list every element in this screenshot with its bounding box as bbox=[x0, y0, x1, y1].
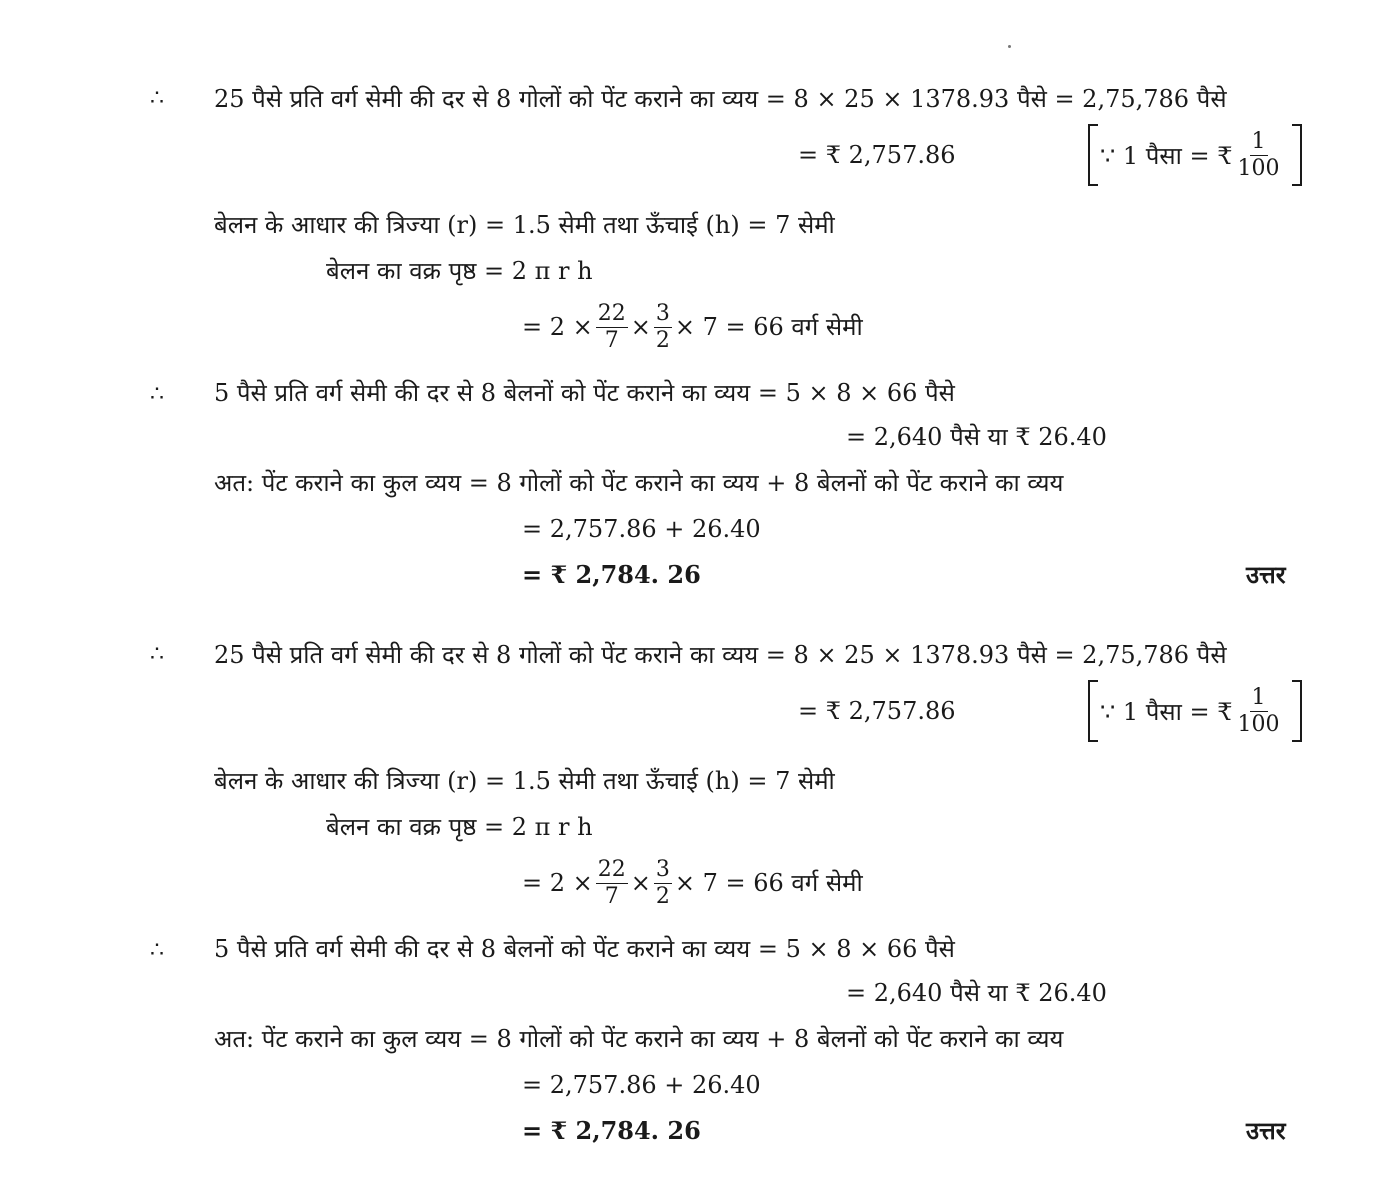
fraction-denominator: 2 bbox=[655, 327, 670, 353]
cylinder-cost-result: = 2,640 पैसे या ₹ 26.40 bbox=[846, 979, 1107, 1007]
fraction-numerator: 22 bbox=[597, 856, 626, 882]
conversion-fraction bbox=[1236, 129, 1282, 182]
curved-surface-formula: बेलन का वक्र पृष्ठ = 2 π r h bbox=[326, 257, 593, 285]
cylinder-dimensions: बेलन के आधार की त्रिज्या (r) = 1.5 सेमी तथा ऊँचाई (h) = 7 सेमी bbox=[214, 211, 835, 239]
fraction-numerator: 22 bbox=[597, 300, 626, 326]
solution-block-1 bbox=[0, 0, 1389, 589]
calc-suffix: × 7 = 66 वर्ग सेमी bbox=[674, 869, 863, 897]
cylinder-cost-line: 5 पैसे प्रति वर्ग सेमी की दर से 8 बेलनों को पेंट कराने का व्यय = 5 × 8 × 66 पैसे bbox=[214, 379, 955, 407]
curved-surface-calculation bbox=[522, 298, 863, 356]
times-sign: × bbox=[630, 869, 651, 897]
scan-speck bbox=[1008, 45, 1011, 48]
conversion-fraction bbox=[1236, 685, 1282, 738]
calc-prefix: = 2 × bbox=[522, 869, 593, 897]
conversion-note-bracket bbox=[1088, 680, 1302, 742]
answer-label: उत्तर bbox=[1246, 1116, 1286, 1145]
fraction-denominator: 7 bbox=[604, 327, 619, 353]
sphere-cost-line: 25 पैसे प्रति वर्ग सेमी की दर से 8 गोलों को पेंट कराने का व्यय = 8 × 25 × 1378.93 पैसे = 2,75,786 पैसे bbox=[214, 641, 1227, 669]
conversion-note bbox=[1100, 124, 1285, 186]
calc-prefix: = 2 × bbox=[522, 313, 593, 341]
fraction-22-7 bbox=[596, 857, 628, 910]
therefore-symbol: ∴ bbox=[150, 382, 164, 407]
fraction-3-2 bbox=[654, 857, 672, 910]
fraction-numerator: 1 bbox=[1251, 128, 1266, 154]
total-cost-line: अत: पेंट कराने का कुल व्यय = 8 गोलों को पेंट कराने का व्यय + 8 बेलनों को पेंट कराने का व्यय bbox=[214, 1025, 1064, 1053]
cylinder-cost-result: = 2,640 पैसे या ₹ 26.40 bbox=[846, 423, 1107, 451]
fraction-22-7 bbox=[596, 301, 628, 354]
solution-block-2 bbox=[0, 556, 1389, 1145]
therefore-symbol: ∴ bbox=[150, 642, 164, 667]
cylinder-cost-line: 5 पैसे प्रति वर्ग सेमी की दर से 8 बेलनों को पेंट कराने का व्यय = 5 × 8 × 66 पैसे bbox=[214, 935, 955, 963]
fraction-denominator: 7 bbox=[604, 883, 619, 909]
therefore-symbol: ∴ bbox=[150, 86, 164, 111]
sphere-cost-line: 25 पैसे प्रति वर्ग सेमी की दर से 8 गोलों को पेंट कराने का व्यय = 8 × 25 × 1378.93 पैसे = 2,75,786 पैसे bbox=[214, 85, 1227, 113]
fraction-denominator: 2 bbox=[655, 883, 670, 909]
fraction-numerator: 1 bbox=[1251, 684, 1266, 710]
conversion-note-text: ∵ 1 पैसा = ₹ bbox=[1100, 697, 1233, 726]
total-cost-result: = ₹ 2,784. 26 bbox=[522, 1116, 701, 1145]
sphere-cost-rupees: = ₹ 2,757.86 bbox=[798, 141, 956, 169]
fraction-3-2 bbox=[654, 301, 672, 354]
conversion-note bbox=[1100, 680, 1285, 742]
fraction-denominator: 100 bbox=[1237, 155, 1280, 181]
sphere-cost-rupees: = ₹ 2,757.86 bbox=[798, 697, 956, 725]
total-cost-sum: = 2,757.86 + 26.40 bbox=[522, 515, 761, 543]
fraction-numerator: 3 bbox=[655, 856, 670, 882]
conversion-note-bracket bbox=[1088, 124, 1302, 186]
answer-label: उत्तर bbox=[1246, 560, 1286, 589]
fraction-numerator: 3 bbox=[655, 300, 670, 326]
therefore-symbol: ∴ bbox=[150, 938, 164, 963]
curved-surface-formula: बेलन का वक्र पृष्ठ = 2 π r h bbox=[326, 813, 593, 841]
calc-suffix: × 7 = 66 वर्ग सेमी bbox=[674, 313, 863, 341]
total-cost-sum: = 2,757.86 + 26.40 bbox=[522, 1071, 761, 1099]
total-cost-line: अत: पेंट कराने का कुल व्यय = 8 गोलों को पेंट कराने का व्यय + 8 बेलनों को पेंट कराने का व्यय bbox=[214, 469, 1064, 497]
conversion-note-text: ∵ 1 पैसा = ₹ bbox=[1100, 141, 1233, 170]
cylinder-dimensions: बेलन के आधार की त्रिज्या (r) = 1.5 सेमी तथा ऊँचाई (h) = 7 सेमी bbox=[214, 767, 835, 795]
times-sign: × bbox=[630, 313, 651, 341]
curved-surface-calculation bbox=[522, 854, 863, 912]
total-cost-result: = ₹ 2,784. 26 bbox=[522, 560, 701, 589]
fraction-denominator: 100 bbox=[1237, 711, 1280, 737]
